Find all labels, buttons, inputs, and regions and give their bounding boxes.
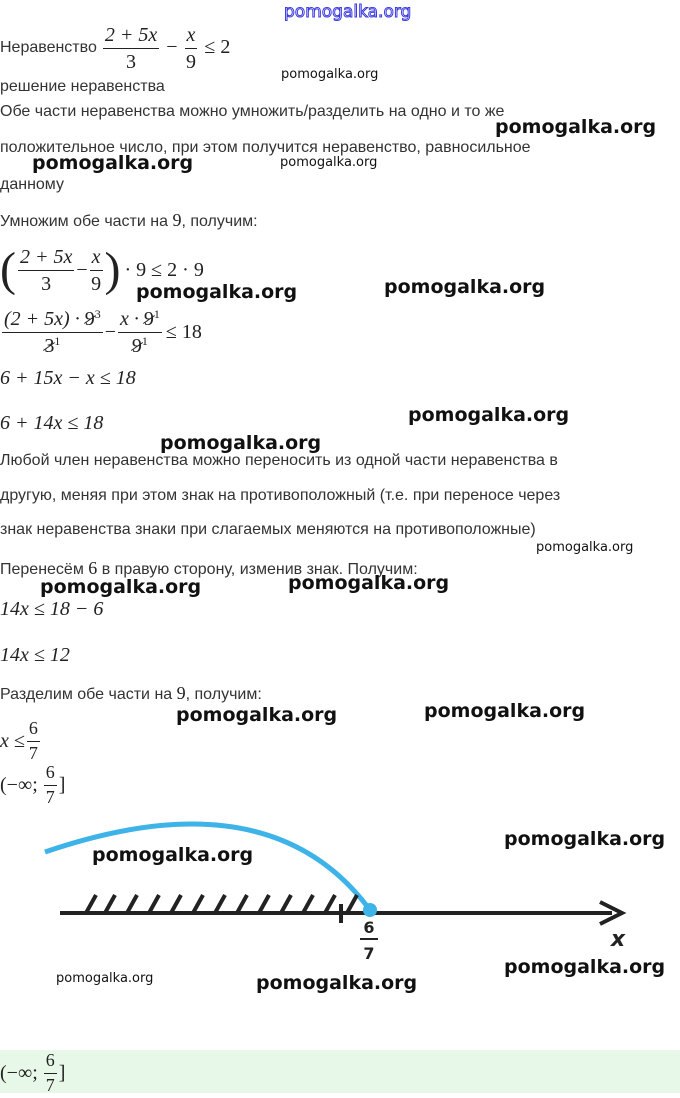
watermark: pomogalka.org [256,972,418,994]
step-multiply [0,210,258,231]
interval [0,760,65,810]
watermark: pomogalka.org [384,276,546,298]
rule-text-line: Обе части неравенства можно умножить/разделить на одно и то же [0,103,505,120]
equation-5: 14x ≤ 18 − 6 [0,598,104,620]
rule-text-line: другую, меняя при этом знак на противоположный (т.е. при переносе через [0,487,561,504]
interval-open: (−∞; [0,1061,38,1084]
frac-denominator: 9 [185,50,196,73]
watermark: pomogalka.org [176,704,338,726]
equation-4: 6 + 14x ≤ 18 [0,412,104,434]
equation-2: $\frac{(2 + 5x) \cdot 9^3}{3^1}$ − $\frac{x \cdot 9^1}{9^1}$ ≤ 18 [4,306,202,357]
minus-sign: − [166,35,178,58]
problem-statement [0,20,230,76]
step-text: Умножим обе части на [0,213,173,230]
frac-denominator: 9 [91,272,102,295]
watermark: pomogalka.org [504,828,666,850]
frac-numerator: 6 [27,719,40,742]
interval-close: ] [58,1061,66,1084]
cancelled-number: 9 [84,307,95,330]
reduced-number: 1 [153,306,160,321]
reduced-number: 3 [94,306,101,321]
watermark: pomogalka.org [136,281,298,303]
frac-numerator: x [185,24,198,49]
boundary-point [363,903,377,917]
problem-expression [101,24,231,73]
rule-text-line: положительное число, при этом получится неравенство, равносильное [0,139,531,156]
rule-text-line: знак неравенства знаки при слагаемых меняются на противоположные) [0,521,536,538]
hatching [86,895,357,913]
reduced-number: 1 [141,333,148,348]
watermark: pomogalka.org [280,155,378,170]
frac-numerator: 2 + 5x [18,246,74,271]
frac-numerator: (2 + 5x) · [4,307,85,330]
watermark: pomogalka.org [504,956,666,978]
watermark: pomogalka.org [56,971,154,986]
frac-denominator: 3 [41,272,52,295]
cancelled-number: 9 [131,334,142,357]
watermark: pomogalka.org [281,67,379,82]
problem-label: Неравенство [0,39,97,56]
section-label: решение неравенства [0,78,165,95]
watermark: pomogalka.org [495,116,657,138]
step-text: , получим: [185,686,262,703]
step-text: , получим: [181,213,258,230]
equation-7 [0,716,42,766]
answer-box [0,1050,680,1093]
watermark-top: pomogalka.org [284,2,412,22]
interval-open: (−∞; [0,773,38,796]
frac-numerator: 2 + 5x [103,24,159,49]
frac-denominator: 7 [28,742,38,763]
frac-denominator: 7 [45,1074,55,1095]
frac-numerator: x · [119,307,144,330]
cancelled-number: 9 [143,307,154,330]
rhs: ≤ 2 [204,35,231,58]
step-number: 9 [172,210,182,230]
frac-numerator: 6 [44,1051,57,1074]
interval-close: ] [58,773,66,796]
watermark: pomogalka.org [92,844,254,866]
watermark: pomogalka.org [288,572,450,594]
step-divide [0,683,262,704]
axis-label: x [610,927,626,952]
rhs: ≤ 18 [165,320,202,343]
equation-6: 14x ≤ 12 [0,644,70,666]
step-text: в правую сторону, изменив знак. Получим: [97,561,418,578]
equation-3: 6 + 15x − x ≤ 18 [0,367,136,389]
rhs: · 9 ≤ 2 · 9 [124,258,204,281]
frac-numerator: x [90,246,103,271]
watermark: pomogalka.org [424,700,586,722]
equation-1: ( $\frac{2 + 5x}{3}$ − $\frac{x}{9}$ ) · 9 ≤ 2 · 9 [0,243,204,296]
point-label-numerator: 6 [363,918,375,937]
frac-numerator: 6 [44,763,57,786]
watermark: pomogalka.org [32,152,194,174]
watermark: pomogalka.org [408,404,570,426]
watermark: pomogalka.org [160,432,322,454]
step-text: Разделим обе части на [0,686,177,703]
step-text: Перенесём [0,561,89,578]
cancelled-number: 3 [44,334,55,357]
rule-text-line: данному [0,176,64,193]
answer-interval [0,1048,65,1098]
point-label-denominator: 7 [363,944,375,963]
watermark: pomogalka.org [40,576,202,598]
lhs: x ≤ [0,729,25,752]
watermark: pomogalka.org [536,540,634,555]
step-number: 9 [176,683,186,703]
frac-denominator: 7 [45,786,55,807]
reduced-number: 1 [54,333,61,348]
frac-denominator: 3 [126,50,137,73]
step-number: 6 [88,558,98,578]
rule-text-line: Любой член неравенства можно переносить из одной части неравенства в [0,452,558,469]
